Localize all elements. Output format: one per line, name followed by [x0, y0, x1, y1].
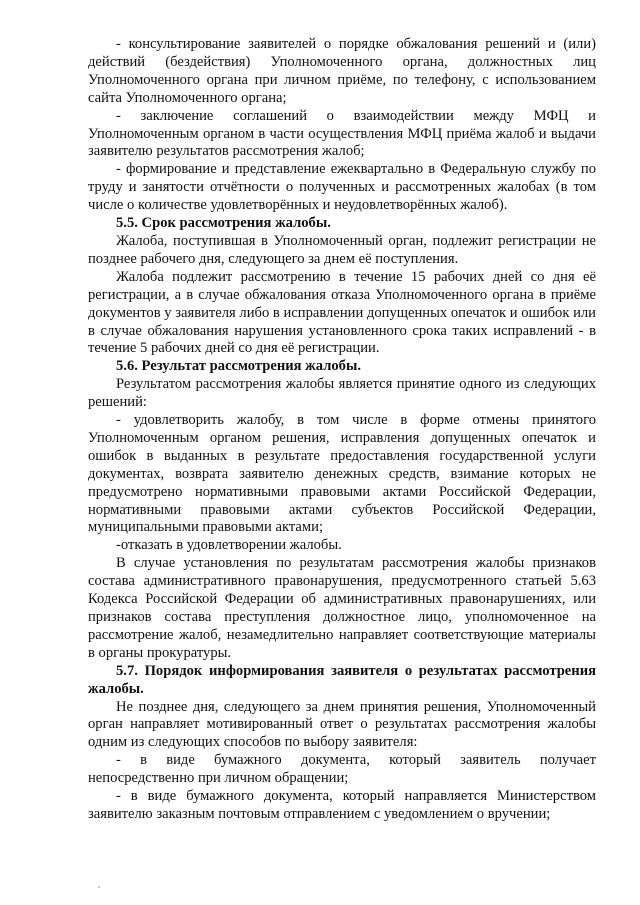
paragraph-registration: Жалоба, поступившая в Уполномоченный орган, подлежит регистрации не позднее рабочего дня, следующего за днем её поступления.	[88, 232, 596, 267]
paragraph-response: Не позднее дня, следующего за днем принятия решения, Уполномоченный орган направляет мотивированный ответ о результатах рассмотрения жалобы одним из следующих способов по выбору заявителя:	[88, 698, 596, 751]
scan-speck	[98, 886, 100, 888]
paragraph-review-period: Жалоба подлежит рассмотрению в течение 15 рабочих дней со дня её регистрации, а в случае обжалования отказа Уполномоченного органа в приёме документов у заявителя либо в исправлении допущенных опечаток и ошибок или в случае обжалования нарушения установленного срока таких исправлений - в течение 5 рабочих дней со дня её регистрации.	[88, 268, 596, 357]
paragraph-agreements: - заключение соглашений о взаимодействии между МФЦ и Уполномоченным органом в части осуществления МФЦ приёма жалоб и выдачи заявителю результатов рассмотрения жалоб;	[88, 107, 596, 160]
paragraph-paper-personal: - в виде бумажного документа, который заявитель получает непосредственно при личном обращении;	[88, 752, 596, 787]
paragraph-refuse: -отказать в удовлетворении жалобы.	[116, 537, 342, 554]
paragraph-reporting: - формирование и представление ежеквартально в Федеральную службу по труду и занятости отчётности о полученных и рассмотренных жалобах (в том числе о количестве удовлетворённых и неудовлетворённых жалоб).	[88, 161, 596, 214]
paragraph-result-intro: Результатом рассмотрения жалобы является принятие одного из следующих решений:	[88, 376, 596, 411]
paragraph-prosecution: В случае установления по результатам рассмотрения жалобы признаков состава административного правонарушения, предусмотренного статьей 5.63 Кодекса Российской Федерации об административных правонарушениях, или признаков состава преступления должностное лицо, уполномоченное на рассмотрение жалоб, незамедлительно направляет соответствующие материалы в органы прокуратуры.	[88, 555, 596, 661]
heading-5-7: 5.7. Порядок информирования заявителя о результатах рассмотрения жалобы.	[88, 662, 596, 697]
heading-5-6: 5.6. Результат рассмотрения жалобы.	[116, 358, 362, 375]
document-page	[88, 36, 596, 824]
heading-5-5: 5.5. Срок рассмотрения жалобы.	[116, 215, 331, 232]
paragraph-consulting: - консультирование заявителей о порядке обжалования решений и (или) действий (бездействия) Уполномоченного органа, должностных лиц Уполномоченного органа при личном приёме, по телефону, с использованием сайта Уполномоченного органа;	[88, 36, 596, 106]
paragraph-satisfy: - удовлетворить жалобу, в том числе в форме отмены принятого Уполномоченным органом решения, исправления допущенных опечаток и ошибок в выданных в результате предоставления государственной услуги документах, возврата заявителю денежных средств, взимание которых не предусмотрено нормативными правовыми актами Российской Федерации, нормативными правовыми актами субъектов Российской Федерации, муниципальными правовыми актами;	[88, 412, 596, 536]
paragraph-paper-mail: - в виде бумажного документа, который направляется Министерством заявителю заказным почтовым отправлением с уведомлением о вручении;	[88, 788, 596, 822]
